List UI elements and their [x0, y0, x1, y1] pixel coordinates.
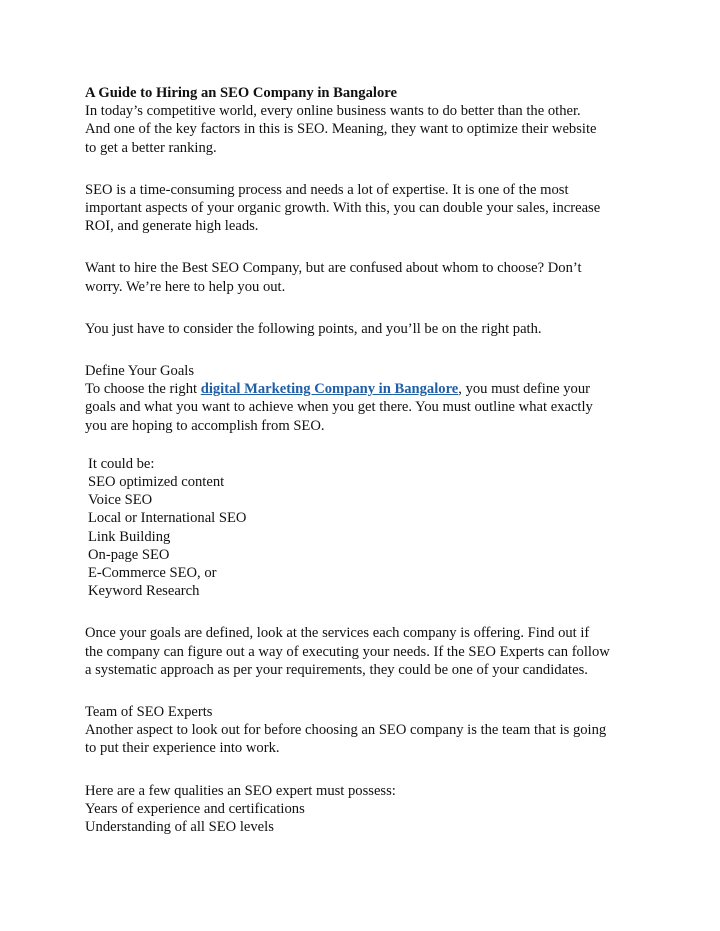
list-intro: It could be:: [88, 455, 155, 472]
paragraph-line: Want to hire the Best SEO Company, but are confused about whom to choose? Don’t: [85, 260, 582, 277]
paragraph-line: the company can figure out a way of executing your needs. If the SEO Experts can follow: [85, 643, 610, 660]
document-body: [85, 84, 645, 836]
document-title: A Guide to Hiring an SEO Company in Bangalore: [85, 85, 397, 101]
list-item: Voice SEO: [88, 492, 153, 509]
link-lead-text: To choose the right: [85, 381, 201, 398]
list-item: On-page SEO: [88, 546, 170, 563]
paragraph-line: You just have to consider the following points, and you’ll be on the right path.: [85, 320, 542, 337]
intro-line: In today’s competitive world, every online business wants to do better than the other.: [85, 103, 581, 120]
paragraph-line: Here are a few qualities an SEO expert must possess:: [85, 782, 396, 799]
section-heading-goals: Define Your Goals: [85, 363, 195, 380]
list-item: E-Commerce SEO, or: [88, 565, 217, 582]
paragraph-line: Understanding of all SEO levels: [85, 819, 274, 836]
paragraph-line: you are hoping to accomplish from SEO.: [85, 417, 325, 434]
paragraph-line: Years of experience and certifications: [85, 800, 305, 817]
paragraph-line: SEO is a time-consuming process and needs a lot of expertise. It is one of the most: [85, 181, 569, 198]
paragraph-line: important aspects of your organic growth. With this, you can double your sales, increase: [85, 200, 601, 217]
section-heading-team: Team of SEO Experts: [85, 704, 213, 721]
paragraph-line: ROI, and generate high leads.: [85, 218, 259, 235]
list-item: Keyword Research: [88, 583, 200, 600]
list-item: SEO optimized content: [88, 474, 225, 491]
paragraph-line: goals and what you want to achieve when you get there. You must outline what exactly: [85, 399, 593, 416]
paragraph-line: a systematic approach as per your requirements, they could be one of your candidates.: [85, 661, 588, 678]
digital-marketing-company-link[interactable]: digital Marketing Company in Bangalore: [200, 381, 459, 398]
list-item: Link Building: [88, 528, 171, 545]
intro-line: And one of the key factors in this is SEO. Meaning, they want to optimize their website: [85, 121, 597, 138]
link-trail-text: , you must define your: [458, 381, 591, 398]
paragraph-line: worry. We’re here to help you out.: [85, 278, 286, 295]
seo-goals-list: [85, 455, 645, 601]
paragraph-line: to put their experience into work.: [85, 740, 280, 757]
intro-line: to get a better ranking.: [85, 139, 217, 156]
paragraph-line: Once your goals are defined, look at the services each company is offering. Find out if: [85, 625, 590, 642]
list-item: Local or International SEO: [88, 510, 247, 527]
paragraph-line: Another aspect to look out for before choosing an SEO company is the team that is going: [85, 722, 607, 739]
paragraph-line-with-link: [85, 380, 645, 398]
